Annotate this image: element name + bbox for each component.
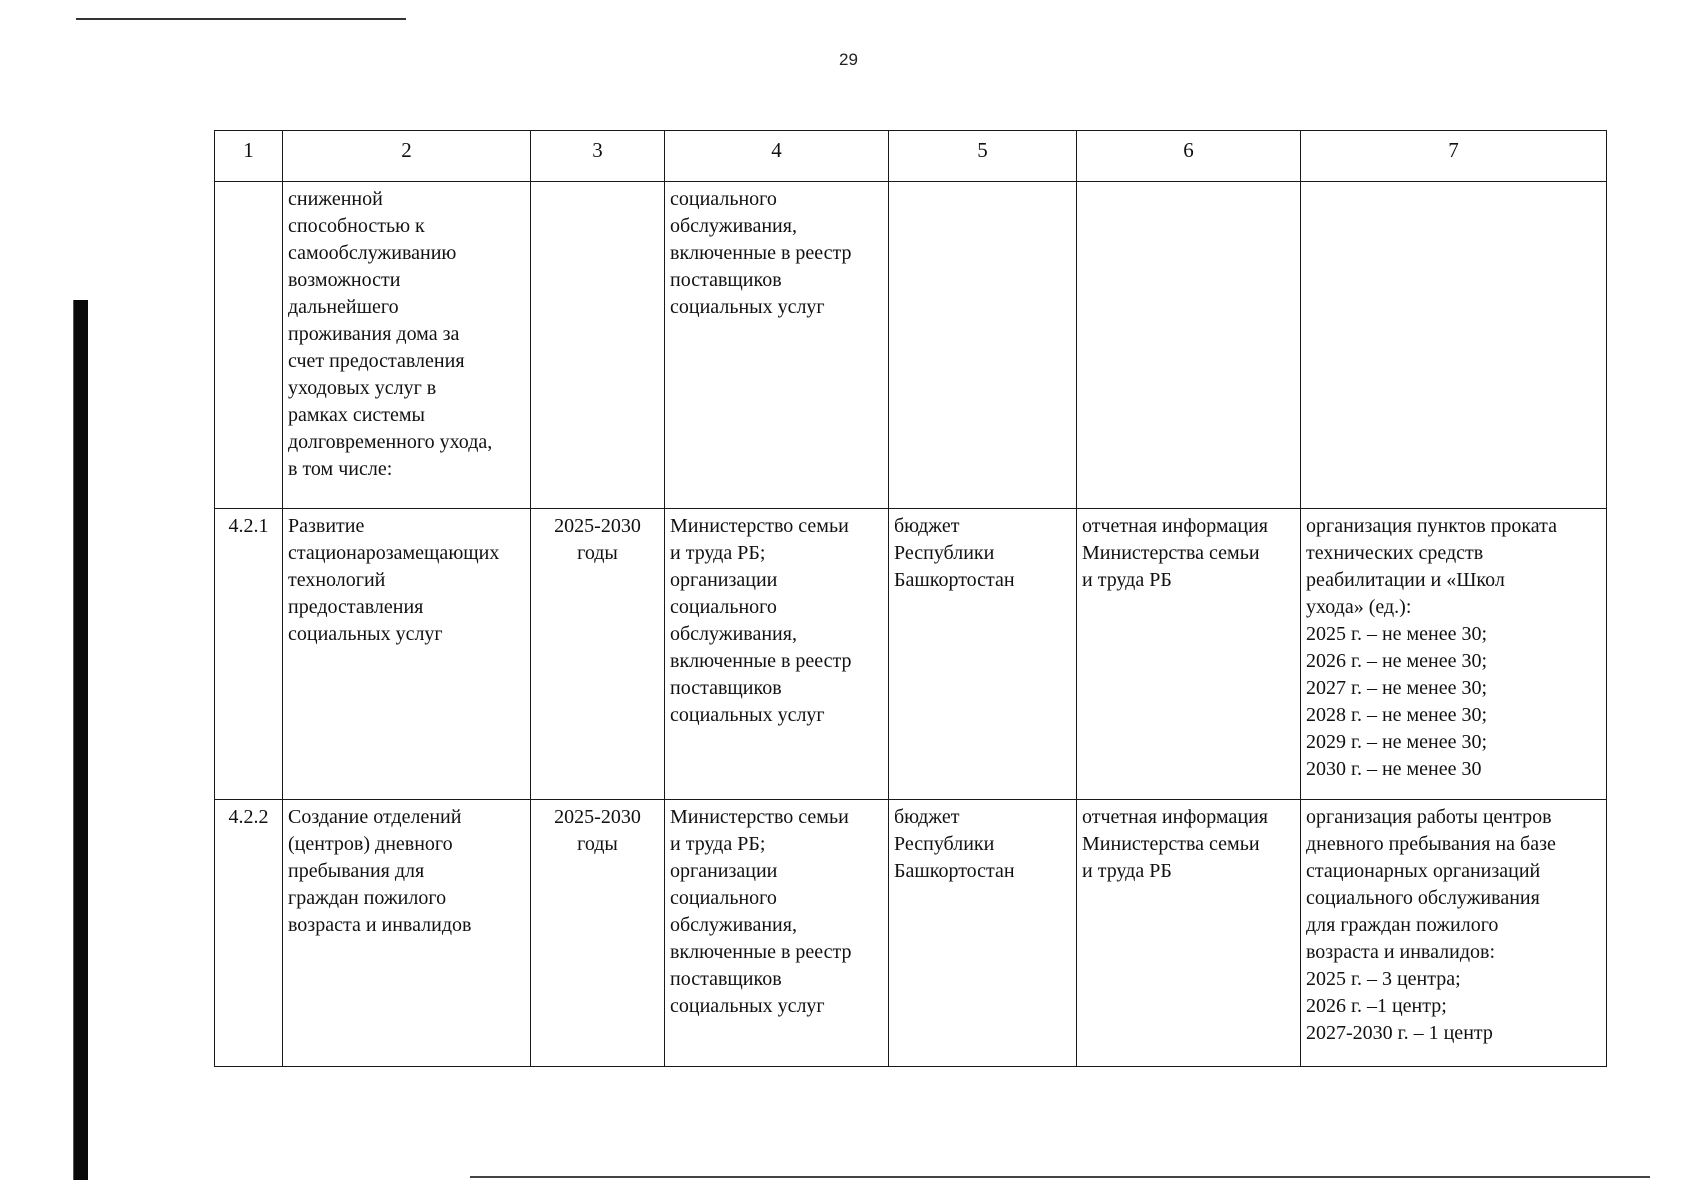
measures-table — [214, 130, 1607, 1067]
period: 2025-2030 годы — [531, 509, 665, 800]
table-row — [215, 182, 1607, 509]
measure-name: Развитие стационарозамещающих технологий предоставления социальных услуг — [283, 509, 531, 800]
expected-result — [1301, 182, 1607, 509]
row-number — [215, 182, 283, 509]
row-number: 4.2.1 — [215, 509, 283, 800]
row-number: 4.2.2 — [215, 800, 283, 1067]
reporting: отчетная информация Министерства семьи и труда РБ — [1077, 800, 1301, 1067]
funding-source: бюджет Республики Башкортостан — [889, 509, 1077, 800]
scan-artifact-left-bar — [74, 300, 88, 1180]
executors: социального обслуживания, включенные в реестр поставщиков социальных услуг — [665, 182, 889, 509]
funding-source — [889, 182, 1077, 509]
header-col-7: 7 — [1301, 131, 1607, 182]
header-col-2: 2 — [283, 131, 531, 182]
funding-source: бюджет Республики Башкортостан — [889, 800, 1077, 1067]
executors: Министерство семьи и труда РБ; организации социального обслуживания, включенные в реестр поставщиков социальных услуг — [665, 509, 889, 800]
page-number: 29 — [839, 50, 858, 69]
header-col-5: 5 — [889, 131, 1077, 182]
measure-name: сниженной способностью к самообслуживанию возможности дальнейшего проживания дома за счет предоставления уходовых услуг в рамках системы долговременного ухода, в том числе: — [283, 182, 531, 509]
table-header-row — [215, 131, 1607, 182]
table-row — [215, 509, 1607, 800]
expected-result: организация работы центров дневного пребывания на базе стационарных организаций социального обслуживания для граждан пожилого возраста и инвалидов: 2025 г. – 3 центра; 2026 г. –1 центр; 2027-2030 г. – 1 центр — [1301, 800, 1607, 1067]
header-col-6: 6 — [1077, 131, 1301, 182]
header-col-1: 1 — [215, 131, 283, 182]
table-row — [215, 800, 1607, 1067]
scan-artifact-top-line — [76, 18, 406, 20]
reporting — [1077, 182, 1301, 509]
period: 2025-2030 годы — [531, 800, 665, 1067]
header-col-4: 4 — [665, 131, 889, 182]
header-col-3: 3 — [531, 131, 665, 182]
period — [531, 182, 665, 509]
expected-result: организация пунктов проката технических средств реабилитации и «Школ ухода» (ед.): 2025 г. – не менее 30; 2026 г. – не менее 30; 2027 г. – не менее 30; 2028 г. – не менее 30; 2029 г. – не менее 30; 2030 г. – не менее 30 — [1301, 509, 1607, 800]
measure-name: Создание отделений (центров) дневного пребывания для граждан пожилого возраста и инвалидов — [283, 800, 531, 1067]
executors: Министерство семьи и труда РБ; организации социального обслуживания, включенные в реестр поставщиков социальных услуг — [665, 800, 889, 1067]
reporting: отчетная информация Министерства семьи и труда РБ — [1077, 509, 1301, 800]
scan-artifact-bottom-line — [470, 1176, 1650, 1178]
